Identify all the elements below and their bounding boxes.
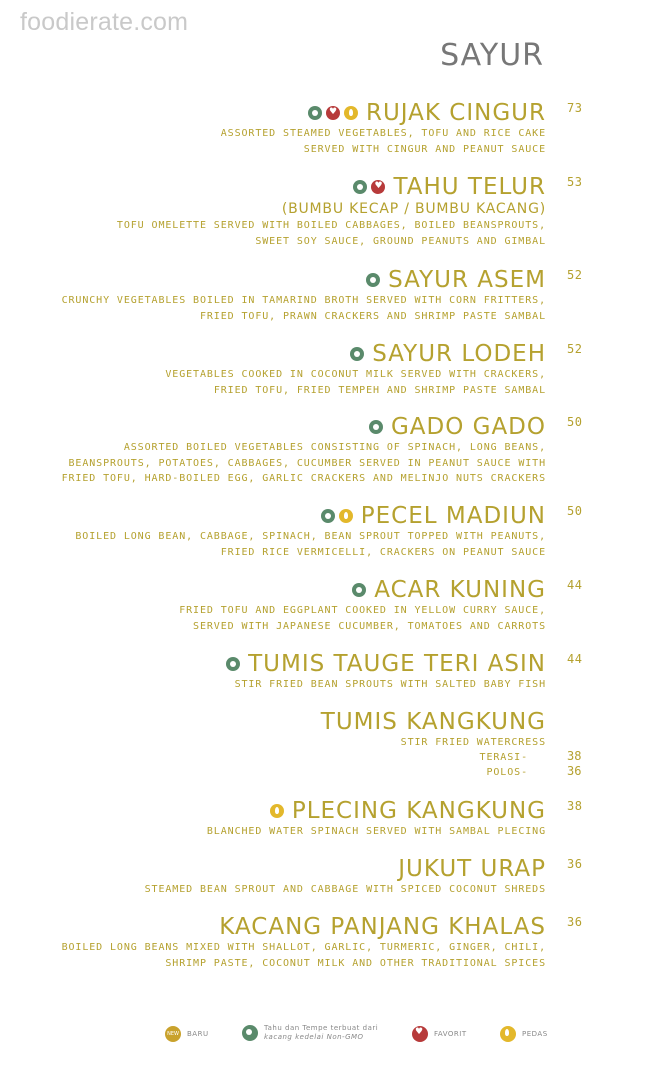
item-price: 53 (567, 175, 583, 189)
item-price: 50 (567, 504, 583, 518)
item-name: GADO GADO (390, 414, 546, 440)
item-description: VEGETABLES COOKED IN COCONUT MILK SERVED WITH CRACKERS, FRIED TOFU, FRIED TEMPEH AND SHRIMP PASTE SAMBAL (165, 369, 546, 396)
item-name: JUKUT URAP (398, 856, 546, 882)
legend-spicy-label: PEDAS (522, 1029, 548, 1038)
yellow-chili-icon (339, 509, 353, 523)
green-leaf-icon (242, 1025, 258, 1041)
menu-item (26, 100, 546, 157)
green-leaf-icon (369, 420, 383, 434)
item-subtitle: (BUMBU KECAP / BUMBU KACANG) (281, 201, 546, 217)
item-description: BLANCHED WATER SPINACH SERVED WITH SAMBAL PLECING (206, 826, 546, 837)
item-description: CRUNCHY VEGETABLES BOILED IN TAMARIND BROTH SERVED WITH CORN FRITTERS, FRIED TOFU, PRAWN CRACKERS AND SHRIMP PASTE SAMBAL (61, 295, 546, 322)
item-description: ASSORTED STEAMED VEGETABLES, TOFU AND RICE CAKE SERVED WITH CINGUR AND PEANUT SAUCE (220, 128, 546, 155)
menu-item (26, 414, 546, 487)
item-price: 38 (567, 799, 583, 813)
menu-item (26, 856, 546, 898)
yellow-chili-icon (270, 804, 284, 818)
red-favorite-icon (326, 106, 340, 120)
item-name: ACAR KUNING (374, 577, 546, 603)
item-name: SAYUR LODEH (372, 341, 546, 367)
red-favorite-icon (371, 180, 385, 194)
item-description: BOILED LONG BEANS MIXED WITH SHALLOT, GARLIC, TURMERIC, GINGER, CHILI, SHRIMP PASTE, COCONUT MILK AND OTHER TRADITIONAL SPICES (61, 942, 546, 969)
menu-item (26, 503, 546, 560)
item-variant-label: TERASI- (479, 752, 528, 763)
item-description: TOFU OMELETTE SERVED WITH BOILED CABBAGES, BOILED BEANSPROUTS, SWEET SOY SAUCE, GROUND PEANUTS AND GIMBAL (116, 220, 546, 247)
item-description: BOILED LONG BEAN, CABBAGE, SPINACH, BEAN SPROUT TOPPED WITH PEANUTS, FRIED RICE VERMICELLI, CRACKERS ON PEANUT SAUCE (75, 531, 546, 558)
menu-item (26, 914, 546, 971)
item-description: STIR FRIED BEAN SPROUTS WITH SALTED BABY FISH (234, 679, 546, 690)
section-title: SAYUR (440, 38, 544, 73)
menu-item (26, 267, 546, 324)
item-price: 44 (567, 652, 583, 666)
menu-item (26, 341, 546, 398)
item-description: ASSORTED BOILED VEGETABLES CONSISTING OF SPINACH, LONG BEANS, BEANSPROUTS, POTATOES, CABBAGES, CUCUMBER SERVED IN PEANUT SAUCE WITH FRIED TOFU, HARD-BOILED EGG, GARLIC CRACKERS AND MELINJO NUTS CRACKERS (61, 442, 546, 484)
yellow-chili-icon (344, 106, 358, 120)
item-name: KACANG PANJANG KHALAS (219, 914, 546, 940)
red-favorite-icon (412, 1026, 428, 1042)
menu-item (26, 709, 546, 751)
item-name: TUMIS TAUGE TERI ASIN (248, 651, 546, 677)
item-description: FRIED TOFU AND EGGPLANT COOKED IN YELLOW CURRY SAUCE, SERVED WITH JAPANESE CUCUMBER, TOMATOES AND CARROTS (179, 605, 546, 632)
item-name: RUJAK CINGUR (365, 100, 546, 126)
green-leaf-icon (308, 106, 322, 120)
menu-item (26, 651, 546, 693)
new-badge-icon: NEW (165, 1026, 181, 1042)
menu-item (26, 798, 546, 840)
item-name: TUMIS KANGKUNG (320, 709, 546, 735)
item-price: 73 (567, 101, 583, 115)
watermark: foodierate.com (20, 8, 189, 36)
item-description: STEAMED BEAN SPROUT AND CABBAGE WITH SPICED COCONUT SHREDS (144, 884, 546, 895)
green-leaf-icon (321, 509, 335, 523)
item-name: TAHU TELUR (393, 174, 546, 200)
green-leaf-icon (350, 347, 364, 361)
item-name: PECEL MADIUN (360, 503, 546, 529)
green-leaf-icon (366, 273, 380, 287)
legend-non-gmo-label (264, 1024, 378, 1042)
legend-favorite (412, 1026, 467, 1042)
legend-new-label: BARU (187, 1029, 209, 1038)
item-variant-label: POLOS- (486, 767, 528, 778)
legend-favorite-label: FAVORIT (434, 1029, 467, 1038)
item-variant-price: 38 (567, 749, 582, 763)
item-name: SAYUR ASEM (388, 267, 546, 293)
legend-new (165, 1026, 209, 1042)
item-price: 36 (567, 857, 583, 871)
item-name: PLECING KANGKUNG (291, 798, 546, 824)
item-price: 52 (567, 342, 583, 356)
green-leaf-icon (352, 583, 366, 597)
yellow-chili-icon (500, 1026, 516, 1042)
legend-non-gmo (242, 1024, 378, 1042)
item-price: 44 (567, 578, 583, 592)
menu-item (26, 577, 546, 634)
green-leaf-icon (353, 180, 367, 194)
item-price: 52 (567, 268, 583, 282)
item-price: 36 (567, 915, 583, 929)
item-price: 50 (567, 415, 583, 429)
legend-spicy (500, 1026, 548, 1042)
menu-item (26, 174, 546, 249)
green-leaf-icon (226, 657, 240, 671)
item-description: STIR FRIED WATERCRESS (400, 737, 546, 748)
legend-non-gmo-line2: kacang kedelai Non-GMO (264, 1033, 364, 1041)
legend (0, 1026, 654, 1050)
item-variant-price: 36 (567, 764, 582, 778)
legend-non-gmo-line1: Tahu dan Tempe terbuat dari (264, 1024, 379, 1032)
